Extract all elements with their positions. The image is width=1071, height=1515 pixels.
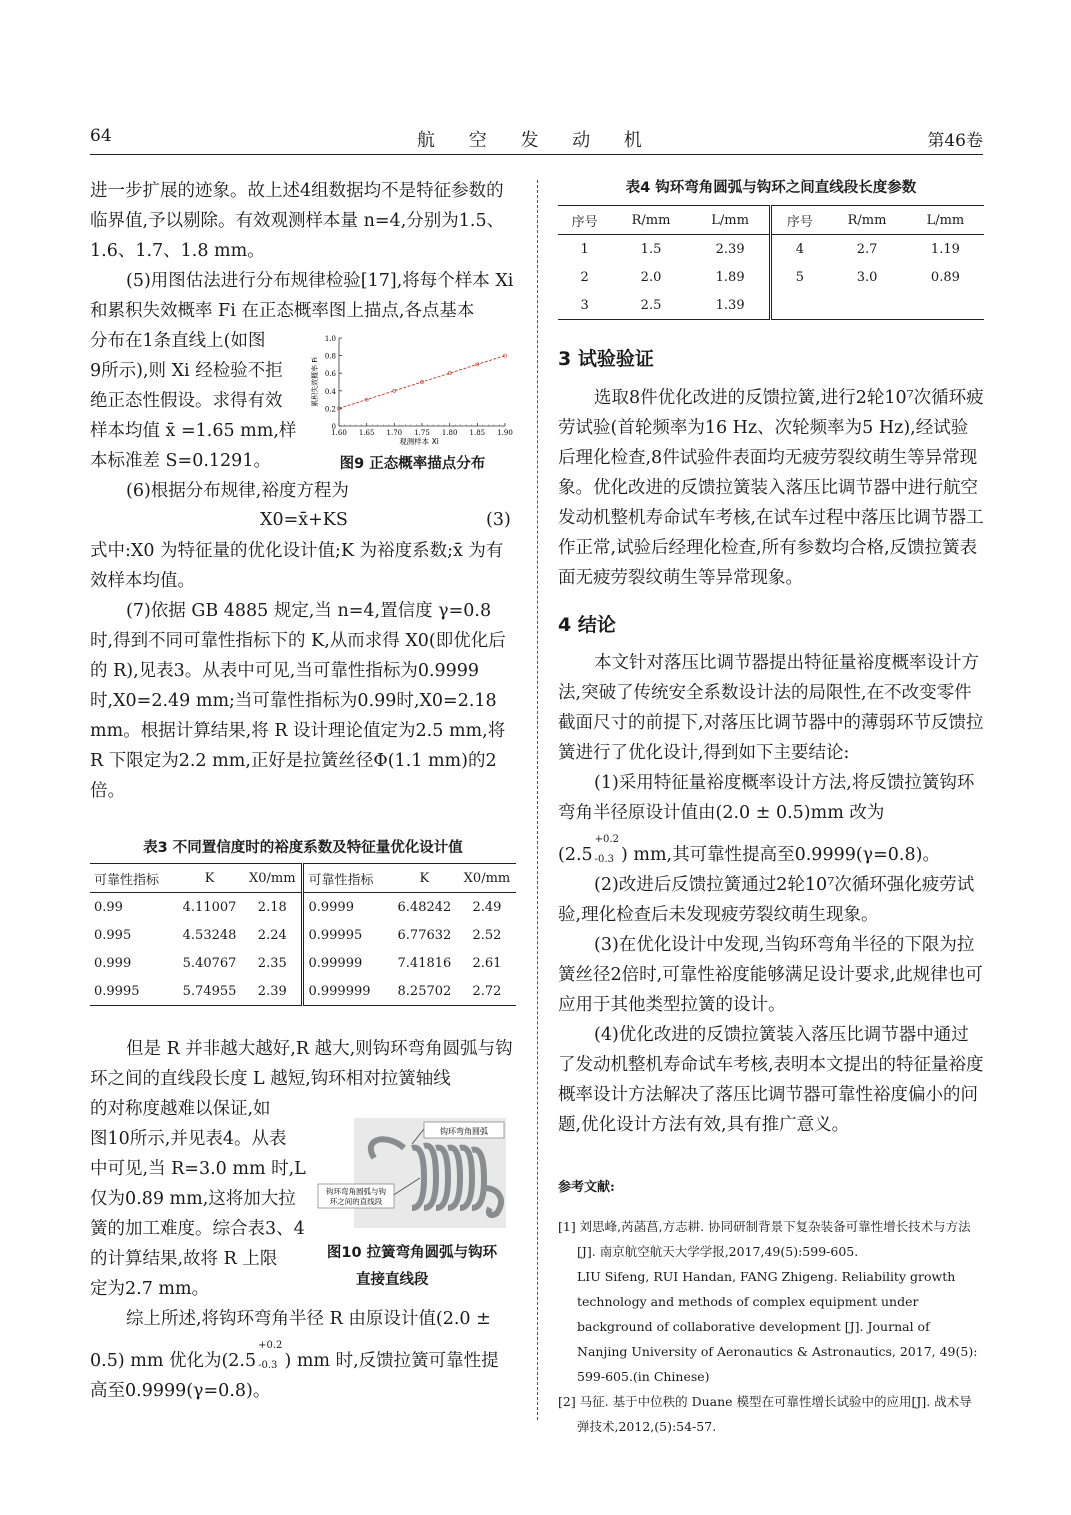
- table-4-header-cell: 序号: [771, 206, 827, 235]
- table-4-header-cell: L/mm: [691, 206, 771, 235]
- text-span: 0.5) mm 优化为(2.5: [90, 1351, 257, 1371]
- y-tick-label: 0.4: [324, 387, 336, 396]
- table-3-cell: 0.999999: [303, 977, 391, 1006]
- text-line: 定为2.7 mm。: [90, 1279, 210, 1299]
- paragraph-10: (1)采用特征量裕度概率设计方法,将反馈拉簧钩环弯角半径原设计值由(2.0 ± 0.5)mm 改为: [558, 773, 975, 823]
- table-3-header-cell: X0/mm: [243, 864, 303, 893]
- references-list: [558, 1214, 984, 1439]
- label-bottom-line-1: 钩环弯角圆弧与钩: [326, 1187, 386, 1196]
- tolerance: [594, 833, 619, 868]
- table-4-caption: 表4 钩环弯角圆弧与钩环之间直线段长度参数: [625, 180, 917, 196]
- paragraph-1: 进一步扩展的迹象。故上述4组数据均不是特征参数的临界值,予以剔除。有效观测样本量 n=4,分别为1.5、1.6、1.7、1.8 mm。: [90, 181, 505, 261]
- table-4-cell: 1.89: [715, 269, 745, 285]
- references-title: 参考文献:: [558, 1180, 615, 1195]
- table-3-header-cell: K: [176, 864, 243, 893]
- table-3-cell: 4.11007: [182, 899, 237, 915]
- y-tick-label: 0.8: [324, 352, 336, 361]
- text-line: 本标准差 S=0.1291。: [90, 451, 271, 471]
- table-4-header-cell: 序号: [558, 206, 611, 235]
- section-3-body: [558, 383, 984, 593]
- table-4-cell: [827, 291, 907, 320]
- table-4-cell: 2.39: [715, 241, 745, 257]
- paragraph-2: (5)用图估法进行分布规律检验[17],将每个样本 Xi 和累积失效概率 Fi 在正态概率图上描点,各点基本: [90, 271, 514, 321]
- figure-10-caption: [312, 1240, 512, 1294]
- left-column-body: [90, 536, 516, 806]
- text-line: 分布在1条直线上(如图: [90, 331, 266, 351]
- paragraph-2-wrap: [90, 326, 305, 476]
- table-3-cell: 0.9999: [303, 893, 391, 922]
- table-3-cell: 2.49: [472, 899, 502, 915]
- normal-probability-chart: [305, 330, 520, 448]
- y-tick-label: 0.2: [324, 405, 336, 414]
- reference-1-english: LIU Sifeng, RUI Handan, FANG Zhigeng. Reliability growth technology and methods of complex equipment under background of collaborative development [J]. Journal of Nanjing University of Aeronautics & Astronautics, 2017, 49(5): 599-605.(in Chinese): [577, 1269, 978, 1384]
- tolerance-upper: +0.2: [258, 1339, 283, 1351]
- table-4-cell: 0.89: [930, 269, 960, 285]
- table-3-row: [90, 949, 516, 977]
- table-4-header-cell: R/mm: [611, 206, 691, 235]
- table-4-cell: 4: [771, 235, 827, 264]
- table-3-cell: 2.72: [472, 983, 502, 999]
- table-4-row: [558, 263, 984, 291]
- section-3-heading: 3 试验验证: [558, 348, 654, 370]
- paragraph-7c: 高至0.9999(γ=0.8)。: [90, 1381, 271, 1401]
- text-line: 簧的加工难度。综合表3、4: [90, 1219, 305, 1239]
- paragraph-7a: 综上所述,将钩环弯角半径 R 由原设计值(2.0 ±: [126, 1309, 491, 1329]
- paragraph-7-block: [90, 1304, 516, 1406]
- table-4-header-cell: R/mm: [827, 206, 907, 235]
- tolerance-lower: -0.3: [594, 853, 614, 865]
- x-tick-label: 1.75: [414, 429, 430, 437]
- table-4-cell: 2.7: [856, 241, 878, 257]
- text-span: ) mm,其可靠性提高至0.9999(γ=0.8)。: [620, 845, 940, 865]
- table-3-row: [90, 893, 516, 922]
- table-3-header-cell: 可靠性指标: [90, 864, 176, 893]
- paragraph-6: 但是 R 并非越大越好,R 越大,则钩环弯角圆弧与钩环之间的直线段长度 L 越短,钩环相对拉簧轴线: [90, 1039, 513, 1089]
- text-line: 仅为0.89 mm,这将加大拉: [90, 1189, 296, 1209]
- text-line: 的计算结果,故将 R 上限: [90, 1249, 278, 1269]
- tolerance-lower: -0.3: [258, 1359, 278, 1371]
- x-tick-label: 1.90: [497, 429, 513, 437]
- table-3-cell: 4.53248: [182, 927, 237, 943]
- caption-line-2: 直接直线段: [356, 1272, 429, 1288]
- tolerance: [258, 1339, 283, 1374]
- table-3-cell: 7.41816: [397, 955, 452, 971]
- y-tick-label: 0: [331, 423, 336, 431]
- x-tick-label: 1.70: [386, 429, 403, 437]
- table-3-cell: 5.40767: [182, 955, 237, 971]
- column-divider: [537, 180, 538, 1420]
- x-tick-label: 1.80: [441, 429, 458, 437]
- caption-line-1: 图10 拉簧弯角圆弧与钩环: [326, 1245, 498, 1261]
- table-3-header-cell: K: [391, 864, 458, 893]
- page-header: [90, 124, 983, 155]
- paragraph-3: (6)根据分布规律,裕度方程为: [126, 481, 349, 501]
- paragraph-11: (2)改进后反馈拉簧通过2轮10⁷次循环强化疲劳试验,理化检查后未发现疲劳裂纹萌生现象。: [558, 875, 975, 925]
- figure-9-caption: 图9 正态概率描点分布: [339, 456, 486, 472]
- table-3-cell: 0.999: [94, 955, 132, 971]
- section-4-heading: 4 结论: [558, 614, 616, 636]
- left-column-top: [90, 176, 516, 326]
- volume-label: 第46卷: [927, 131, 983, 151]
- text-line: 图10所示,并见表4。从表: [90, 1129, 287, 1149]
- table-4-cell: 3.0: [856, 269, 878, 285]
- paragraph-7b: [90, 1339, 516, 1376]
- table-4-cell: [771, 291, 827, 320]
- table-4-cell: 1.5: [640, 241, 662, 257]
- table-3-cell: 6.48242: [397, 899, 452, 915]
- text-line: 绝正态性假设。求得有效: [90, 391, 283, 411]
- paragraph-6-wrap: [90, 1094, 310, 1304]
- table-3-cell: 0.99995: [303, 921, 391, 949]
- table-3-cell: 2.35: [257, 955, 287, 971]
- paragraph-5: (7)依据 GB 4885 规定,当 n=4,置信度 γ=0.8 时,得到不同可靠性指标下的 K,从而求得 X0(即优化后的 R),见表3。从表中可见,当可靠性指标为0.9999时,X0=2.49 mm;当可靠性指标为0.99时,X0=2.18 mm。根据计算结果,将 R 设计理论值定为2.5 mm,将 R 下限定为2.2 mm,正好是拉簧丝径Φ(1.1 mm)的2倍。: [90, 601, 506, 801]
- table-3-cell: 0.99999: [303, 949, 391, 977]
- figure-9: [305, 330, 520, 475]
- reference-2: [2] 马征. 基于中位秩的 Duane 模型在可靠性增长试验中的应用[J]. 战术导弹技术,2012,(5):54-57.: [558, 1394, 972, 1434]
- table-3-cell: 2.61: [472, 955, 502, 971]
- left-column-mid: [90, 476, 516, 506]
- table-3-cell: 0.9995: [94, 983, 140, 999]
- label-bottom-line-2: 环之间的直线段: [329, 1197, 383, 1206]
- table-3-block: [90, 836, 516, 1006]
- reference-1: [1] 刘思峰,芮菡菖,方志耕. 协同研制背景下复杂装备可靠性增长技术与方法[J]. 南京航空航天大学学报,2017,49(5):599-605.: [558, 1219, 971, 1259]
- table-4-block: [558, 176, 984, 320]
- table-4-cell: [907, 291, 984, 320]
- table-3-cell: 5.74955: [182, 983, 237, 999]
- table-4: [558, 205, 984, 320]
- table-4-cell: 2.0: [640, 269, 662, 285]
- table-4-cell: 2.5: [640, 297, 662, 313]
- paragraph-4: 式中:X0 为特征量的优化设计值;K 为裕度系数;x̄ 为有效样本均值。: [90, 541, 504, 591]
- text-line: 的对称度越难以保证,如: [90, 1099, 271, 1119]
- text-line: 中可见,当 R=3.0 mm 时,L: [90, 1159, 306, 1179]
- table-3-cell: 2.24: [257, 927, 287, 943]
- tolerance-upper: +0.2: [594, 833, 619, 845]
- table-4-cell: 2: [580, 269, 589, 285]
- text-span: ) mm 时,反馈拉簧可靠性提: [284, 1351, 499, 1371]
- x-tick-label: 1.85: [469, 429, 486, 437]
- label-top: 钩环弯角圆弧: [440, 1127, 488, 1136]
- table-3-cell: 2.39: [257, 983, 287, 999]
- page-number: 64: [90, 126, 112, 146]
- table-3-caption: 表3 不同置信度时的裕度系数及特征量优化设计值: [143, 840, 463, 856]
- table-4-cell: 3: [580, 297, 589, 313]
- table-3: [90, 863, 516, 1006]
- text-line: 样本均值 x̄ =1.65 mm,样: [90, 421, 297, 441]
- table-3-cell: 0.99: [94, 899, 123, 915]
- table-3-cell: 2.52: [472, 927, 502, 943]
- paragraph-13: (4)优化改进的反馈拉簧装入落压比调节器中通过了发动机整机寿命试车考核,表明本文提出的特征量裕度概率设计方法解决了落压比调节器可靠性裕度偏小的问题,优化设计方法有效,具有推广意义。: [558, 1025, 984, 1135]
- text-span: (2.5: [558, 845, 593, 865]
- spring-image: [312, 1118, 512, 1228]
- paragraph-9: 本文针对落压比调节器提出特征量裕度概率设计方法,突破了传统安全系数设计法的局限性,在不改变零件截面尺寸的前提下,对落压比调节器中的薄弱环节反馈拉簧进行了优化设计,得到如下主要结论:: [558, 653, 984, 763]
- fit-line: [339, 356, 505, 409]
- y-tick-label: 0.6: [324, 370, 336, 379]
- y-tick-label: 1.0: [324, 335, 336, 343]
- paragraph-8: 选取8件优化改进的反馈拉簧,进行2轮10⁷次循环疲劳试验(首轮频率为16 Hz、次轮频率为5 Hz),经试验后理化检查,8件试验件表面均无疲劳裂纹萌生等异常现象。优化改进的反馈拉簧装入落压比调节器中进行航空发动机整机寿命试车考核,在试车过程中落压比调节器工作正常,试验后经理化检查,所有参数均合格,反馈拉簧表面无疲劳裂纹萌生等异常现象。: [558, 388, 984, 588]
- journal-title: 航 空 发 动 机: [417, 130, 656, 151]
- figure-10: [312, 1118, 512, 1288]
- equation-3: X0=x̄+KS: [260, 510, 348, 530]
- x-tick-label: 1.65: [358, 429, 375, 437]
- paragraph-6-block: [90, 1034, 516, 1094]
- x-tick-label: 1.60: [331, 429, 347, 437]
- table-4-cell: 1: [580, 241, 589, 257]
- table-4-row: [558, 291, 984, 320]
- table-4-header-cell: L/mm: [907, 206, 984, 235]
- table-3-cell: 2.18: [257, 899, 287, 915]
- table-3-header-cell: 可靠性指标: [303, 864, 391, 893]
- equation-3-number: (3): [486, 510, 511, 530]
- table-4-cell: 1.19: [930, 241, 960, 257]
- y-axis-label: 累积失效概率 Fi: [311, 357, 319, 407]
- paragraph-10b: [558, 833, 984, 870]
- table-4-cell: 5: [771, 263, 827, 291]
- table-4-row: [558, 235, 984, 264]
- section-4-body: [558, 648, 984, 1140]
- paragraph-12: (3)在优化设计中发现,当钩环弯角半径的下限为拉簧丝径2倍时,可靠性裕度能够满足设计要求,此规律也可应用于其他类型拉簧的设计。: [558, 935, 983, 1015]
- table-3-cell: 6.77632: [397, 927, 452, 943]
- table-3-header-cell: X0/mm: [458, 864, 516, 893]
- table-3-cell: 8.25702: [397, 983, 452, 999]
- x-axis-label: 观测样本 Xi: [399, 437, 439, 446]
- table-3-row: [90, 977, 516, 1006]
- table-4-cell: 1.39: [715, 297, 745, 313]
- table-3-row: [90, 921, 516, 949]
- table-3-cell: 0.995: [94, 927, 132, 943]
- text-line: 9所示),则 Xi 经检验不拒: [90, 361, 283, 381]
